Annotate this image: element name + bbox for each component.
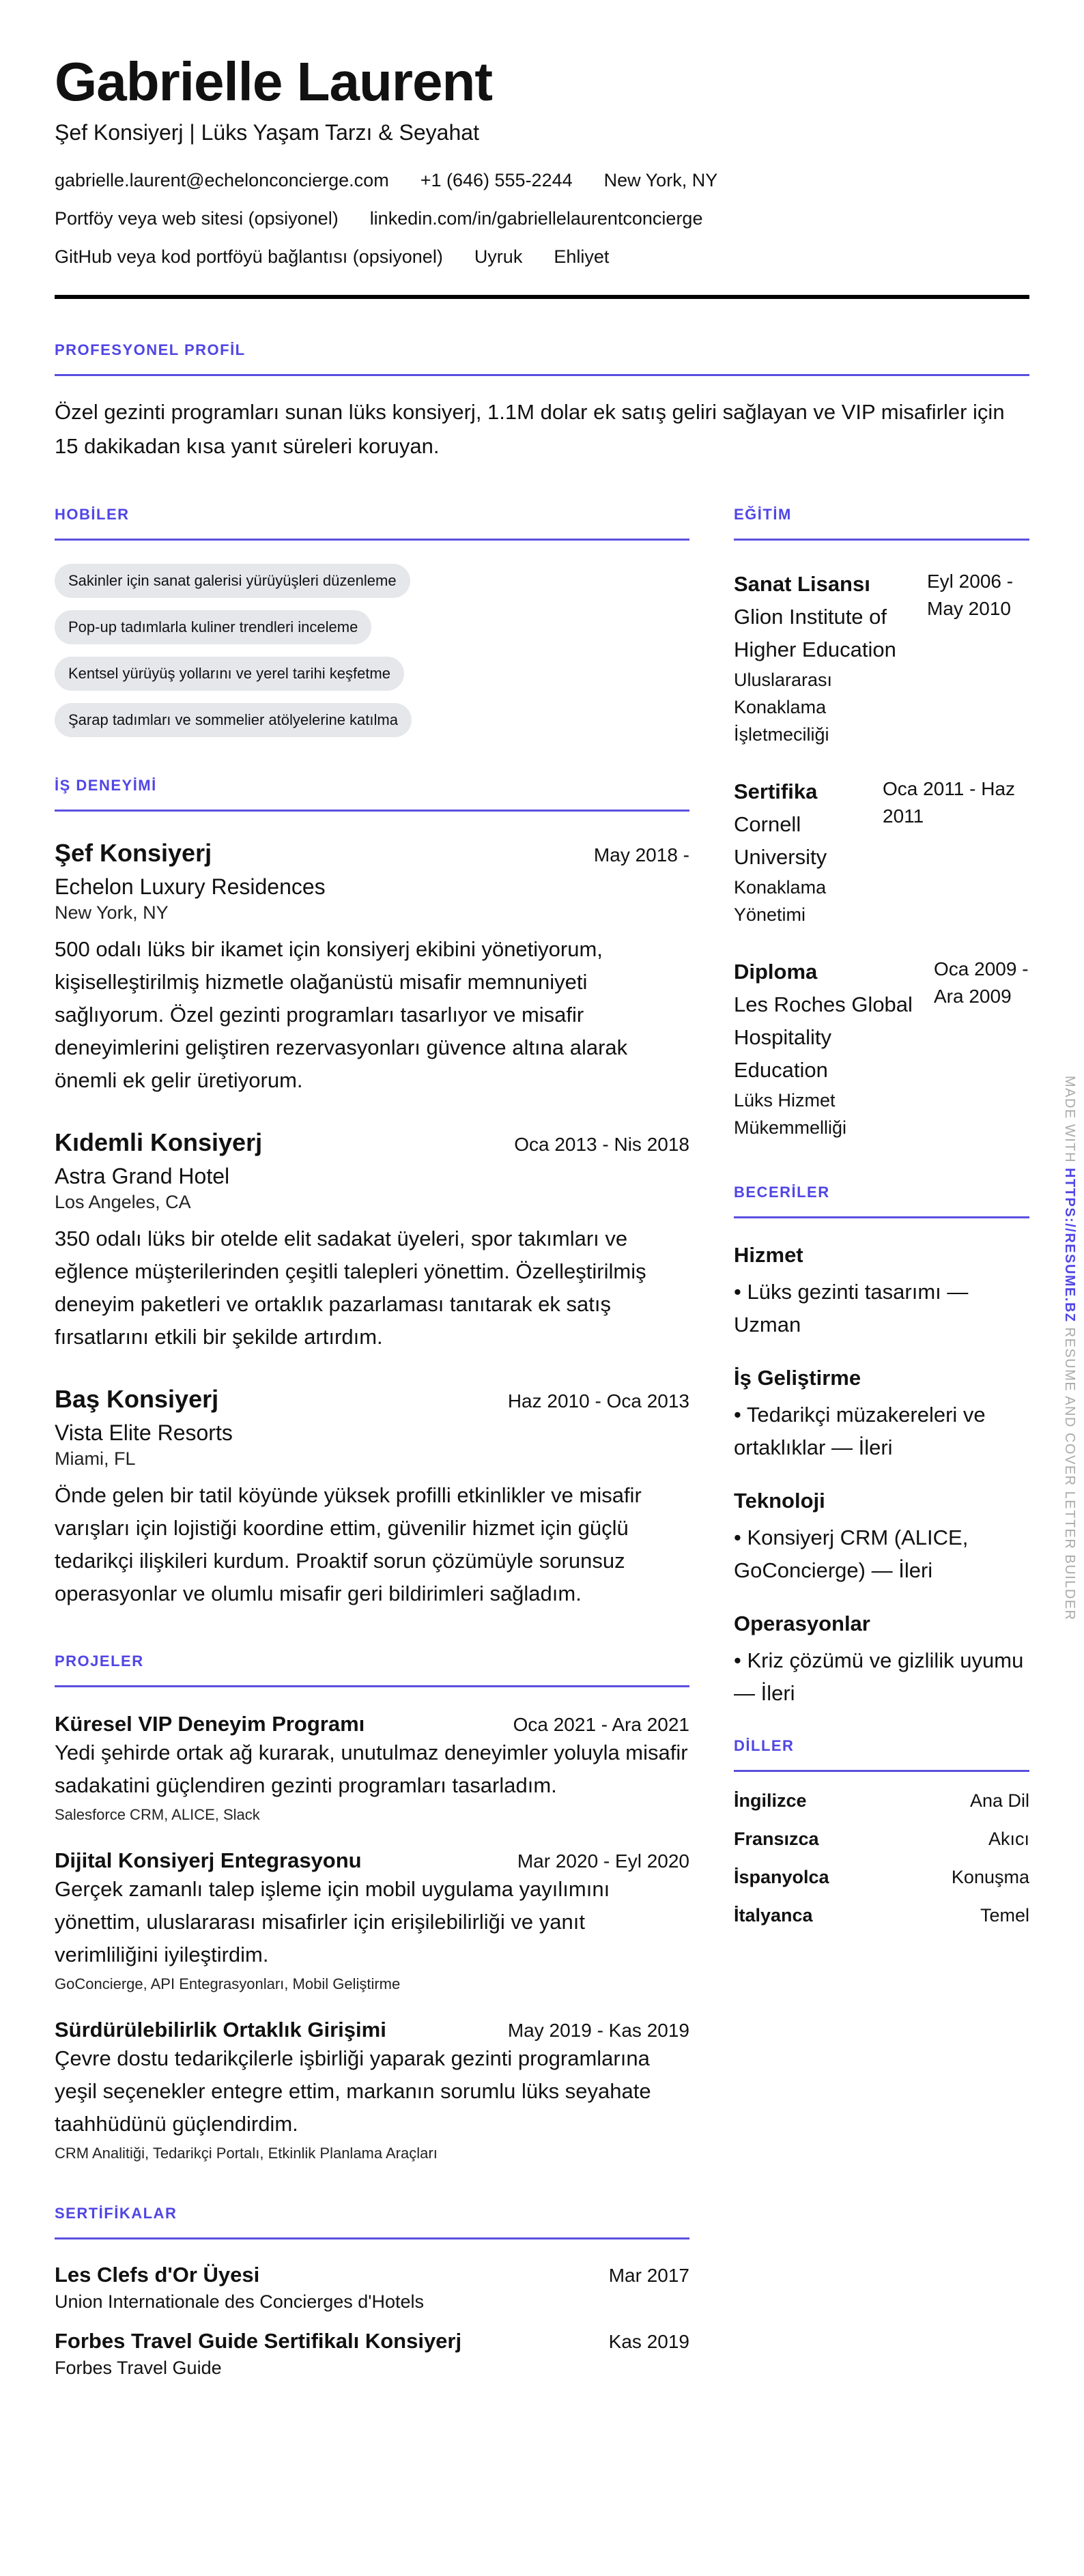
language-row xyxy=(734,1781,1029,1820)
job-entry xyxy=(55,1128,689,1354)
right-column xyxy=(734,463,1029,2379)
education-dates: Oca 2009 - Ara 2009 xyxy=(934,958,1029,1007)
certification-title: Forbes Travel Guide Sertifikalı Konsiyerj xyxy=(55,2329,462,2353)
project-title: Dijital Konsiyerj Entegrasyonu xyxy=(55,1848,362,1872)
certification-org: Union Internationale des Concierges d'Hotels xyxy=(55,2291,424,2312)
job-company: Vista Elite Resorts xyxy=(55,1420,233,1445)
project-dates: May 2019 - Kas 2019 xyxy=(507,2020,689,2041)
summary-text: Özel gezinti programları sunan lüks konsiyerj, 1.1M dolar ek satış geliri sağlayan ve VIP misafirler için 15 dakikadan kısa yanıt süreleri koruyan. xyxy=(55,400,1005,458)
language-row xyxy=(734,1896,1029,1934)
job-entry xyxy=(55,1385,689,1610)
section-heading-experience: İŞ DENEYİMİ xyxy=(55,777,689,812)
watermark-link[interactable]: HTTPS://RESUME.BZ xyxy=(1062,1168,1077,1323)
candidate-name: Gabrielle Laurent xyxy=(55,51,492,112)
project-title: Küresel VIP Deneyim Programı xyxy=(55,1712,365,1736)
hobby-chip: Pop-up tadımlarla kuliner trendleri inceleme xyxy=(55,610,371,644)
header-divider xyxy=(55,295,1029,299)
certification-date: Mar 2017 xyxy=(608,2265,689,2286)
language-name: Fransızca xyxy=(734,1829,819,1849)
project-tech: GoConcierge, API Entegrasyonları, Mobil Geliştirme xyxy=(55,1975,401,1992)
skill-item: • Tedarikçi müzakereleri ve ortaklıklar — İleri xyxy=(734,1403,986,1459)
certification-date: Kas 2019 xyxy=(608,2331,689,2352)
skill-item: • Konsiyerj CRM (ALICE, GoConcierge) — İleri xyxy=(734,1526,969,1582)
education-dates: Oca 2011 - Haz 2011 xyxy=(883,778,1016,827)
education-degree: Diploma xyxy=(734,960,818,984)
education-entry xyxy=(734,568,1029,748)
job-location: Miami, FL xyxy=(55,1448,136,1469)
language-level: Akıcı xyxy=(988,1829,1029,1849)
job-location: Los Angeles, CA xyxy=(55,1192,191,1212)
watermark-prefix: MADE WITH xyxy=(1062,1076,1077,1168)
language-level: Ana Dil xyxy=(969,1790,1029,1811)
section-heading-projects: PROJELER xyxy=(55,1652,689,1687)
github-link[interactable]: GitHub veya kod portföyü bağlantısı (opsiyonel) xyxy=(55,246,443,267)
job-description: Önde gelen bir tatil köyünde yüksek profilli etkinlikler ve misafir varışları için lojistiği koordine ettim, güvenilir hizmet için güçlü tedarikçi ilişkileri kurdum. Proaktif sorun çözümüyle sorunsuz operasyonlar ve olumlu misafir geri bildirimleri sağladım. xyxy=(55,1483,642,1605)
education-field: Konaklama Yönetimi xyxy=(734,877,827,925)
education-school: Les Roches Global Hospitality Education xyxy=(734,992,913,1082)
project-description: Çevre dostu tedarikçilerle işbirliği yaparak gezinti programlarına yeşil seçenekler entegre ettim, markanın sorumlu lüks seyahate taahhüdünü güçlendirdim. xyxy=(55,2046,651,2136)
resume-page xyxy=(55,48,1029,2379)
certification-entry xyxy=(55,2329,689,2379)
job-company: Astra Grand Hotel xyxy=(55,1164,230,1188)
job-dates: Haz 2010 - Oca 2013 xyxy=(507,1390,689,1412)
location: New York, NY xyxy=(603,170,718,190)
job-dates: May 2018 - xyxy=(593,844,689,865)
candidate-title: Şef Konsiyerj | Lüks Yaşam Tarzı & Seyahat xyxy=(55,120,479,145)
linkedin-link[interactable]: linkedin.com/in/gabriellelaurentconcierge xyxy=(369,208,703,229)
skill-item: • Kriz çözümü ve gizlilik uyumu — İleri xyxy=(734,1648,1024,1705)
license: Ehliyet xyxy=(554,246,610,267)
skill-item: • Lüks gezinti tasarımı — Uzman xyxy=(734,1280,969,1336)
education-degree: Sanat Lisansı xyxy=(734,572,870,596)
education-field: Lüks Hizmet Mükemmelliği xyxy=(734,1090,847,1138)
job-company: Echelon Luxury Residences xyxy=(55,874,326,899)
email-link[interactable]: gabrielle.laurent@echelonconcierge.com xyxy=(55,170,389,190)
education-school: Cornell University xyxy=(734,812,827,869)
language-level: Temel xyxy=(980,1905,1029,1926)
skill-category: Teknoloji xyxy=(734,1489,825,1513)
left-column xyxy=(55,463,689,2379)
hobby-chip: Sakinler için sanat galerisi yürüyüşleri düzenleme xyxy=(55,564,410,598)
project-tech: Salesforce CRM, ALICE, Slack xyxy=(55,1806,260,1823)
education-dates: Eyl 2006 - May 2010 xyxy=(927,571,1014,619)
skill-category: İş Geliştirme xyxy=(734,1366,861,1390)
job-title: Şef Konsiyerj xyxy=(55,839,212,867)
portfolio-link[interactable]: Portföy veya web sitesi (opsiyonel) xyxy=(55,208,339,229)
job-entry xyxy=(55,839,689,1097)
skill-category: Hizmet xyxy=(734,1243,803,1267)
nationality: Uyruk xyxy=(474,246,523,267)
education-entry xyxy=(734,956,1029,1141)
watermark xyxy=(1061,1076,1077,1621)
language-name: İngilizce xyxy=(734,1790,807,1811)
language-level: Konuşma xyxy=(951,1867,1029,1887)
project-tech: CRM Analitiği, Tedarikçi Portalı, Etkinlik Planlama Araçları xyxy=(55,2145,438,2162)
phone[interactable]: +1 (646) 555-2244 xyxy=(420,170,573,190)
project-entry xyxy=(55,1848,689,1993)
certification-title: Les Clefs d'Or Üyesi xyxy=(55,2263,260,2287)
certification-org: Forbes Travel Guide xyxy=(55,2358,222,2378)
education-degree: Sertifika xyxy=(734,779,818,803)
project-dates: Mar 2020 - Eyl 2020 xyxy=(517,1850,689,1872)
project-title: Sürdürülebilirlik Ortaklık Girişimi xyxy=(55,2018,386,2042)
certification-entry xyxy=(55,2263,689,2313)
project-entry xyxy=(55,2018,689,2162)
language-name: İtalyanca xyxy=(734,1905,813,1926)
education-school: Glion Institute of Higher Education xyxy=(734,605,896,661)
language-name: İspanyolca xyxy=(734,1867,829,1887)
section-heading-languages: DİLLER xyxy=(734,1737,1029,1772)
project-description: Gerçek zamanlı talep işleme için mobil uygulama yayılımını yönettim, uluslararası misafirler için erişilebilirliği ve yanıt verimliliğini iyileştirdim. xyxy=(55,1877,610,1966)
language-row xyxy=(734,1820,1029,1858)
job-dates: Oca 2013 - Nis 2018 xyxy=(514,1134,689,1155)
education-field: Uluslararası Konaklama İşletmeciliği xyxy=(734,670,833,745)
hobby-chip: Şarap tadımları ve sommelier atölyelerine katılma xyxy=(55,703,412,737)
job-location: New York, NY xyxy=(55,902,169,923)
section-heading-skills: BECERİLER xyxy=(734,1184,1029,1218)
section-heading-hobbies: HOBİLER xyxy=(55,506,689,541)
section-heading-education: EĞİTİM xyxy=(734,506,1029,541)
job-description: 350 odalı lüks bir otelde elit sadakat üyeleri, spor takımları ve eğlence müşterilerinden çeşitli talepleri yönettim. Özelleştirilmiş deneyim paketleri ve ortaklık pazarlaması tanıtarak ek satış fırsatlarını etkili bir şekilde artırdım. xyxy=(55,1227,646,1349)
hobby-chip: Kentsel yürüyüş yollarını ve yerel tarihi keşfetme xyxy=(55,657,404,691)
project-dates: Oca 2021 - Ara 2021 xyxy=(513,1714,689,1735)
education-entry xyxy=(734,775,1029,928)
skill-category: Operasyonlar xyxy=(734,1612,870,1635)
section-heading-summary: PROFESYONEL PROFİL xyxy=(55,341,1029,376)
language-row xyxy=(734,1858,1029,1896)
project-description: Yedi şehirde ortak ağ kurarak, unutulmaz deneyimler yoluyla misafir sadakatini güçlendiren gezinti programları tasarladım. xyxy=(55,1741,688,1797)
contact-info xyxy=(55,161,1029,276)
project-entry xyxy=(55,1712,689,1824)
job-description: 500 odalı lüks bir ikamet için konsiyerj ekibini yönetiyorum, kişiselleştirilmiş hizmetle olağanüstü misafir memnuniyeti sağlıyorum. Özel gezinti programları tasarlıyor ve misafir deneyimlerini geliştiren rezervasyonları güvence altına alarak önemli ek gelir üretiyorum. xyxy=(55,937,628,1092)
watermark-suffix: RESUME AND COVER LETTER BUILDER xyxy=(1062,1322,1077,1621)
job-title: Kıdemli Konsiyerj xyxy=(55,1128,263,1156)
job-title: Baş Konsiyerj xyxy=(55,1385,219,1413)
section-heading-certifications: SERTİFİKALAR xyxy=(55,2205,689,2239)
